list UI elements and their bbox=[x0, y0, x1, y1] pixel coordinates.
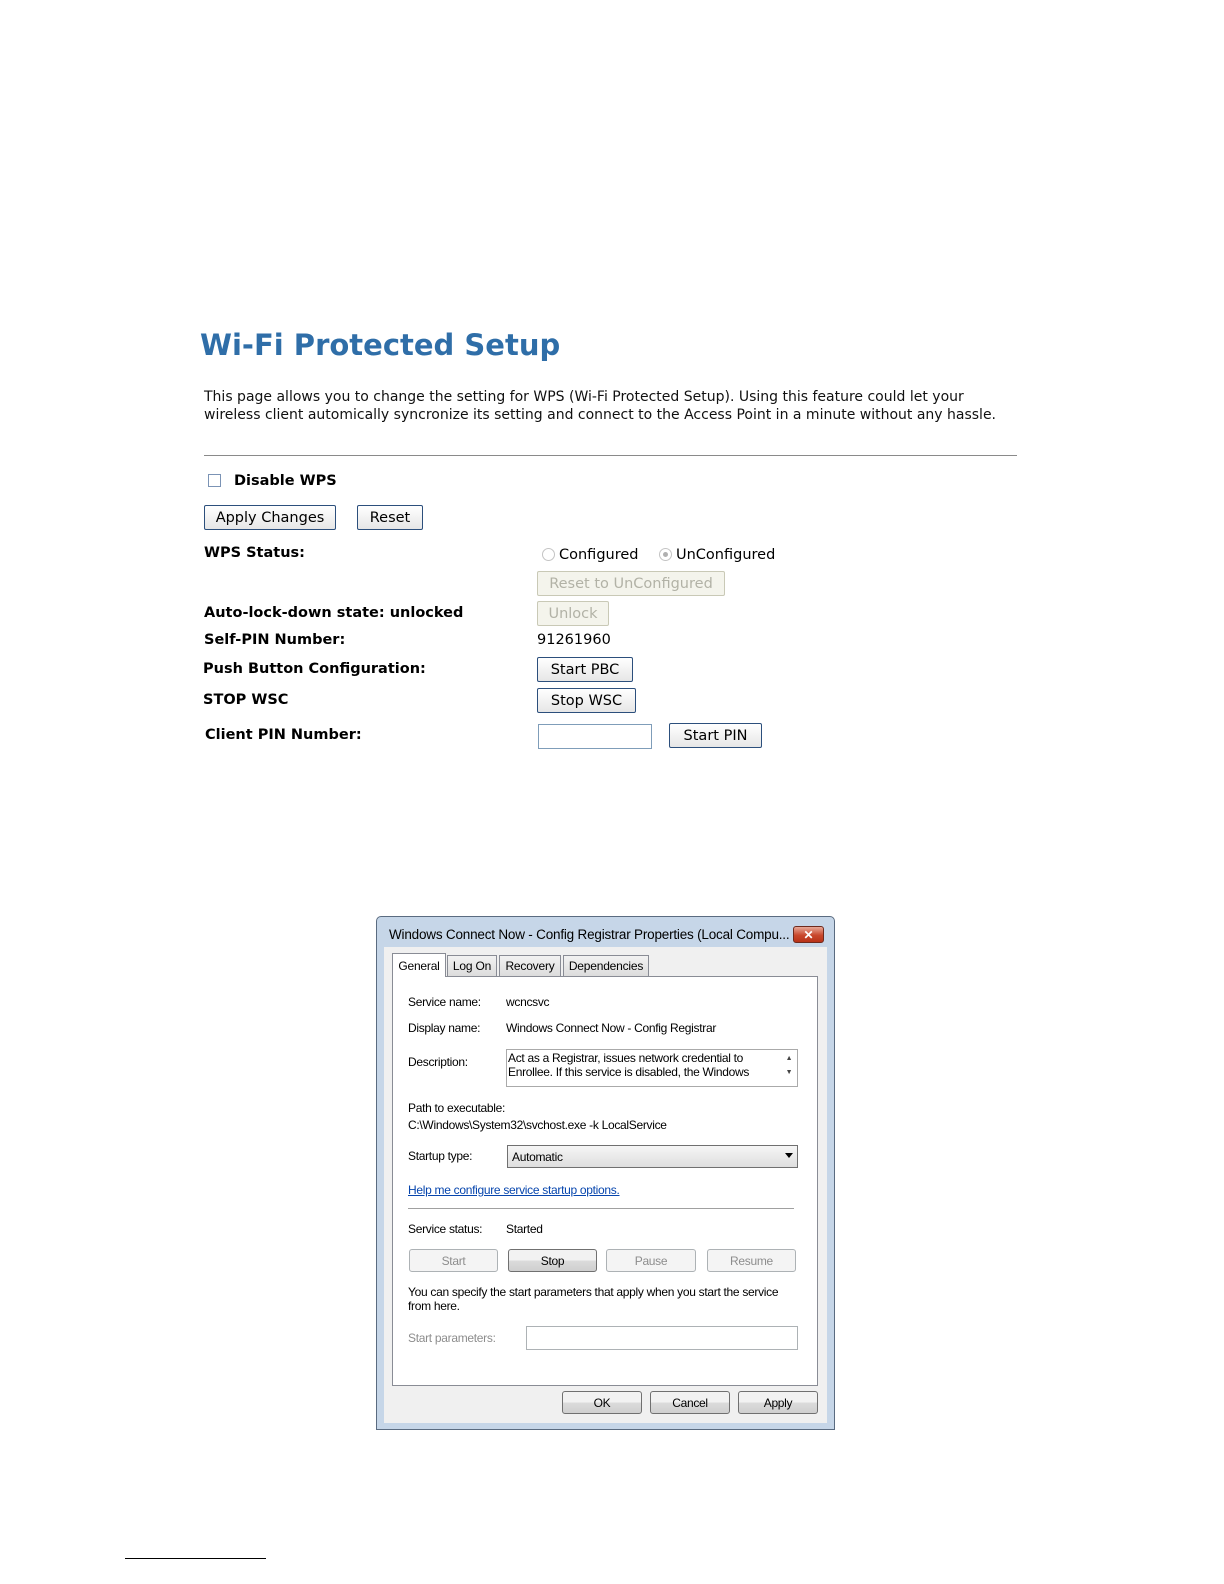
resume-button[interactable]: Resume bbox=[707, 1249, 796, 1272]
service-status-value: Started bbox=[506, 1222, 543, 1236]
disable-wps-checkbox[interactable] bbox=[208, 474, 221, 487]
description-scrollbar[interactable]: ▲ ▼ bbox=[785, 1055, 793, 1076]
self-pin-value: 91261960 bbox=[537, 632, 611, 648]
display-name-label: Display name: bbox=[408, 1021, 481, 1035]
page-description: This page allows you to change the setting for WPS (Wi-Fi Protected Setup). Using this feature could let your wireless client automically syncronize its setting and connect to the Access Point in a minute without any hassle. bbox=[204, 389, 997, 423]
tab-dependencies[interactable]: Dependencies bbox=[563, 955, 649, 976]
disable-wps-label: Disable WPS bbox=[234, 473, 337, 489]
auto-lock-label: Auto-lock-down state: unlocked bbox=[204, 605, 464, 621]
start-button[interactable]: Start bbox=[409, 1249, 498, 1272]
client-pin-input[interactable] bbox=[538, 724, 652, 749]
service-properties-dialog bbox=[376, 916, 835, 1430]
divider bbox=[408, 1208, 794, 1210]
start-pin-button[interactable]: Start PIN bbox=[669, 723, 762, 748]
startup-type-label: Startup type: bbox=[408, 1149, 473, 1163]
close-icon[interactable]: ✕ bbox=[793, 926, 824, 943]
configured-radio[interactable] bbox=[542, 548, 555, 561]
dialog-title: Windows Connect Now - Config Registrar Properties (Local Compu... bbox=[389, 927, 790, 942]
tab-general[interactable]: General bbox=[392, 953, 446, 977]
apply-changes-button[interactable]: Apply Changes bbox=[204, 505, 336, 530]
service-name-label: Service name: bbox=[408, 995, 481, 1009]
chevron-down-icon bbox=[785, 1153, 793, 1158]
path-value: C:\Windows\System32\svchost.exe -k LocalService bbox=[408, 1118, 667, 1132]
tab-log-on[interactable]: Log On bbox=[447, 955, 497, 976]
description-textbox[interactable] bbox=[506, 1049, 798, 1087]
tab-recovery[interactable]: Recovery bbox=[499, 955, 561, 976]
path-label: Path to executable: bbox=[408, 1101, 506, 1115]
display-name-value: Windows Connect Now - Config Registrar bbox=[506, 1021, 717, 1035]
apply-button[interactable]: Apply bbox=[738, 1391, 818, 1414]
start-params-label: Start parameters: bbox=[408, 1331, 496, 1345]
radio-selected-dot bbox=[663, 552, 668, 557]
client-pin-label: Client PIN Number: bbox=[205, 727, 362, 743]
service-name-value: wcncsvc bbox=[506, 995, 550, 1009]
service-status-label: Service status: bbox=[408, 1222, 483, 1236]
cancel-button[interactable]: Cancel bbox=[650, 1391, 730, 1414]
startup-type-value: Automatic bbox=[512, 1149, 563, 1164]
pbc-label: Push Button Configuration: bbox=[203, 661, 426, 677]
wps-status-label: WPS Status: bbox=[204, 545, 305, 561]
reset-button[interactable]: Reset bbox=[357, 505, 423, 530]
stop-wsc-button[interactable]: Stop WSC bbox=[537, 688, 636, 713]
general-tab-panel bbox=[392, 976, 818, 1386]
pause-button[interactable]: Pause bbox=[606, 1249, 696, 1272]
ok-button[interactable]: OK bbox=[562, 1391, 642, 1414]
dialog-titlebar[interactable] bbox=[377, 917, 834, 947]
unconfigured-label: UnConfigured bbox=[676, 547, 776, 563]
reset-to-unconfigured-button[interactable]: Reset to UnConfigured bbox=[537, 571, 725, 596]
page-title: Wi-Fi Protected Setup bbox=[200, 328, 561, 362]
stop-wsc-label: STOP WSC bbox=[203, 692, 289, 708]
divider bbox=[204, 455, 1017, 456]
start-pbc-button[interactable]: Start PBC bbox=[537, 657, 633, 682]
self-pin-label: Self-PIN Number: bbox=[204, 632, 346, 648]
footnote-rule bbox=[125, 1558, 266, 1559]
startup-type-select[interactable] bbox=[507, 1145, 798, 1168]
description-text: Act as a Registrar, issues network credential to Enrollee. If this service is disabled, the Windows bbox=[508, 1051, 750, 1079]
stop-button[interactable]: Stop bbox=[508, 1249, 597, 1272]
start-params-note: You can specify the start parameters that apply when you start the service from here. bbox=[408, 1285, 779, 1313]
unlock-button[interactable]: Unlock bbox=[537, 601, 609, 626]
unconfigured-radio[interactable] bbox=[659, 548, 672, 561]
configured-label: Configured bbox=[559, 547, 639, 563]
start-params-input[interactable] bbox=[526, 1326, 798, 1350]
help-link[interactable]: Help me configure service startup options. bbox=[408, 1183, 620, 1197]
description-label: Description: bbox=[408, 1055, 468, 1069]
